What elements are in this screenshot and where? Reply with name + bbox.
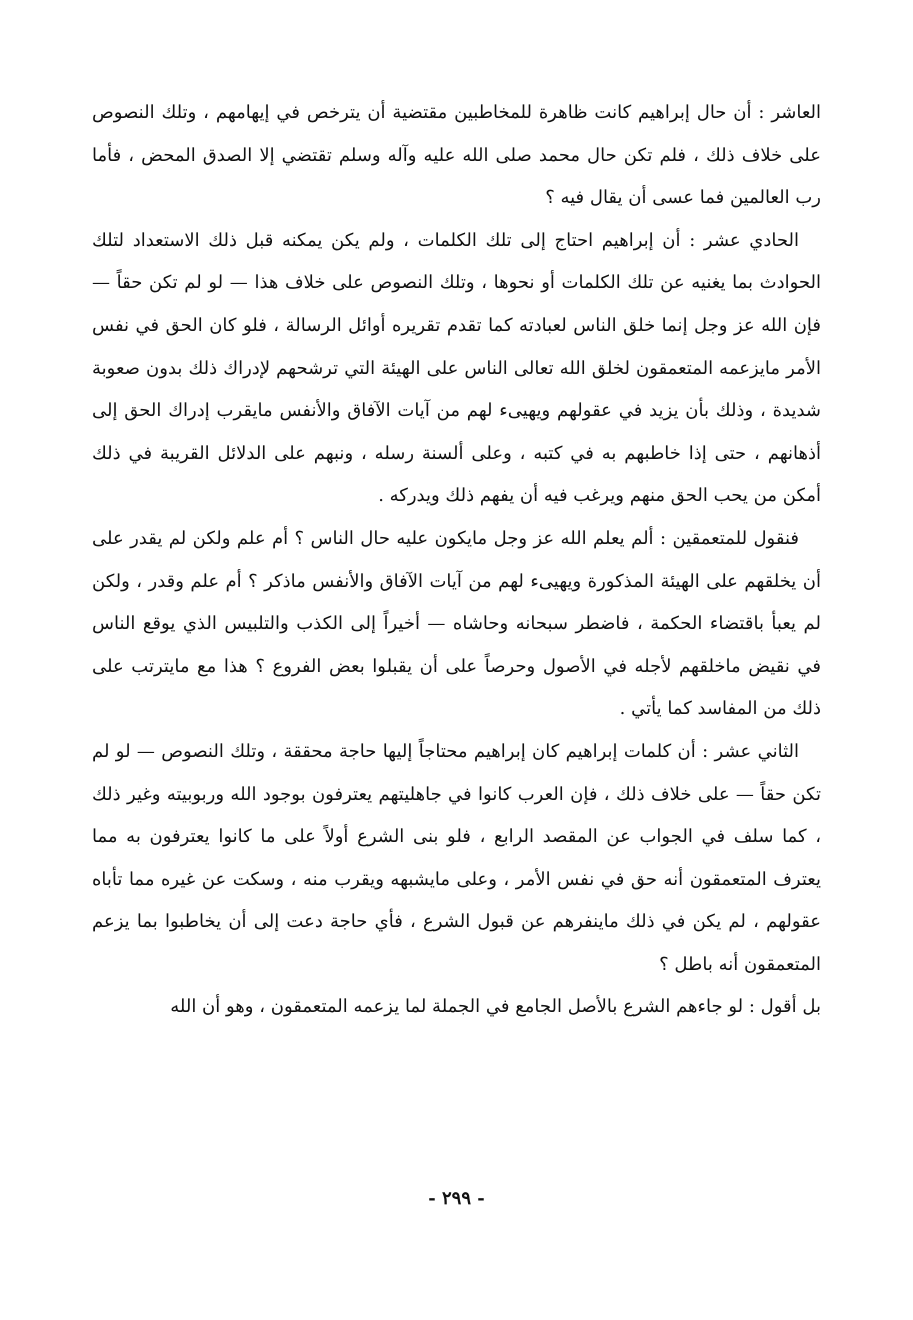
page-number: - ٢٩٩ - [428, 1188, 485, 1209]
body-text [92, 92, 821, 1029]
paragraph-continuation: بل أقول : لو جاءهم الشرع بالأصل الجامع في الجملة لما يزعمه المتعمقون ، وهو أن الله [170, 996, 821, 1018]
paragraph-rebuttal: فنقول للمتعمقين : ألم يعلم الله عز وجل مايكون عليه حال الناس ؟ أم علم ولكن لم يقدر على أن يخلقهم على الهيئة المذكورة ويهيىء لهم من آيات الآفاق والأنفس ماذكر ؟ أم علم وقدر ، ولكن لم يعبأ باقتضاء الحكمة ، فاضطر سبحانه وحاشاه — أخيراً إلى الكذب والتلبيس الذي يوقع الناس في نقيض ماخلقهم لأجله في الأصول وحرصاً على أن يقبلوا بعض الفروع ؟ هذا مع مايترتب على ذلك من المفاسد كما يأتي . [92, 527, 821, 720]
paragraph-twelfth: الثاني عشر : أن كلمات إبراهيم كان إبراهيم محتاجاً إليها حاجة محققة ، وتلك النصوص — لو لم تكن حقاً — على خلاف ذلك ، فإن العرب كانوا في جاهليتهم يعترفون بوجود الله وربوبيته وغير ذلك ، كما سلف في الجواب عن المقصد الرابع ، فلو بنى الشرع أولاً على ما كانوا يعترفون به مما يعترف المتعمقون أنه حق في نفس الأمر ، وعلى مايشبهه ويقرب منه ، وسكت عن غيره مما تأباه عقولهم ، لم يكن في ذلك ماينفرهم عن قبول الشرع ، فأي حاجة دعت إلى أن يخاطبوا بما يزعم المتعمقون أنه باطل ؟ [92, 740, 821, 975]
paragraph-eleventh: الحادي عشر : أن إبراهيم احتاج إلى تلك الكلمات ، ولم يكن يمكنه قبل ذلك الاستعداد لتلك الحوادث بما يغنيه عن تلك الكلمات أو نحوها ، وتلك النصوص على خلاف هذا — لو لم تكن حقاً — فإن الله عز وجل إنما خلق الناس لعبادته كما تقدم تقريره أوائل الرسالة ، فلو كان الحق في نفس الأمر مايزعمه المتعمقون لخلق الله تعالى الناس على الهيئة التي ترشحهم لإدراك ذلك بدون صعوبة شديدة ، وذلك بأن يزيد في عقولهم ويهيىء لهم من آيات الآفاق والأنفس مايقرب إدراك الحق إلى أذهانهم ، حتى إذا خاطبهم به في كتبه ، وعلى ألسنة رسله ، ونبهم على الدلائل القريبة في ذلك أمكن من يحب الحق منهم ويرغب فيه أن يفهم ذلك ويدركه . [92, 229, 821, 507]
paragraph-tenth: العاشر : أن حال إبراهيم كانت ظاهرة للمخاطبين مقتضية أن يترخص في إيهامهم ، وتلك النصوص على خلاف ذلك ، فلم تكن حال محمد صلى الله عليه وآله وسلم تقتضي إلا الصدق المحض ، فأما رب العالمين فما عسى أن يقال فيه ؟ [92, 102, 821, 209]
